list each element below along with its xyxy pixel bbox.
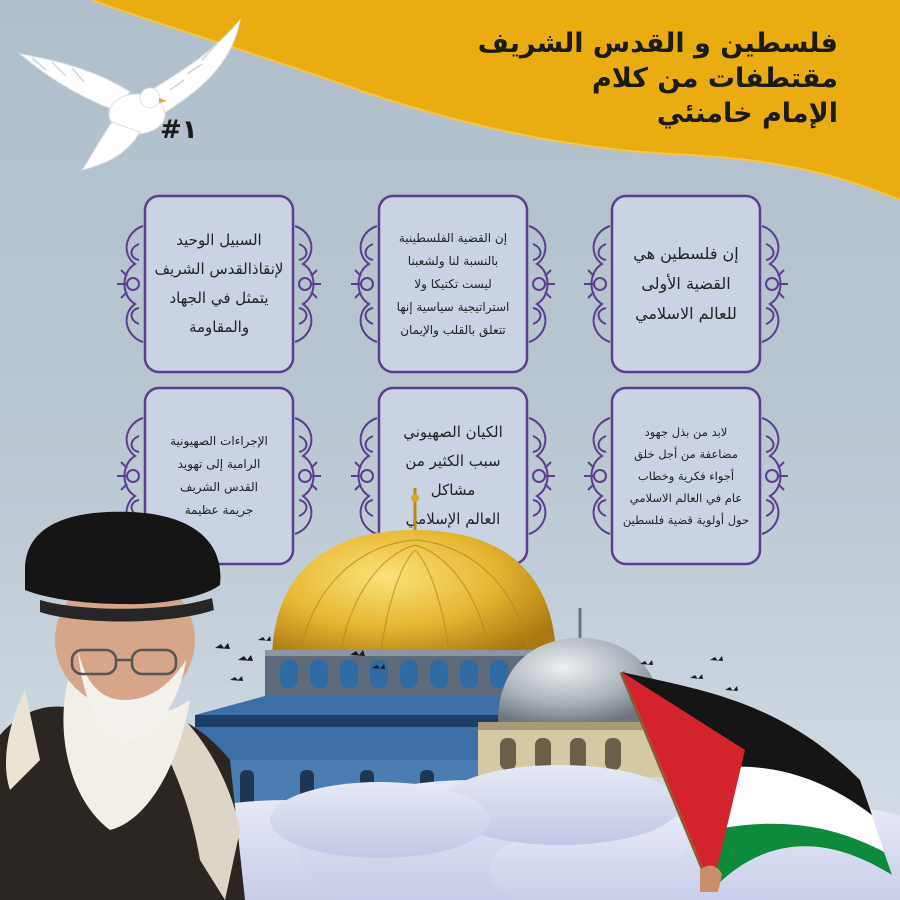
quote-card-3 [113, 194, 325, 374]
quote-text: السبيل الوحيد لإنقاذالقدس الشريف يتمثل في الجهاد والمقاومة [154, 231, 284, 336]
quote-text: لابد من بذل جهود مضاعفة من أجل خلق أجواء فكرية وخطاب عام في العالم الاسلامي حول أولوية قضية فلسطين [622, 425, 750, 527]
issue-number: #۱ [160, 115, 198, 145]
portrait [0, 512, 245, 900]
title-line-3: الإمام خامنئي [656, 98, 838, 129]
quote-text: إن القضية الفلسطينية بالنسبة لنا ولشعبنا ليست تكتيكا ولا استراتيجية سياسية إنها تتعلق بالقلب والإيمان [396, 230, 510, 337]
quote-card-1 [580, 194, 792, 374]
dove-icon [12, 14, 252, 174]
title-line-1: فلسطين و القدس الشريف [477, 28, 838, 59]
quote-text: الكيان الصهيوني سبب الكثير من مشاكل العالم الإسلامي [403, 423, 503, 528]
quote-text: إن فلسطين هي القضية الأولى للعالم الاسلامي [633, 244, 739, 323]
bottom-scene [0, 470, 900, 900]
quote-card-2 [347, 194, 559, 374]
title-line-2: مقتطفات من كلام [592, 63, 838, 94]
page-title [418, 26, 838, 131]
quote-text: الإجراءات الصهيونية الرامية إلى تهويد القدس الشريف جريمة عظيمة [170, 434, 268, 517]
